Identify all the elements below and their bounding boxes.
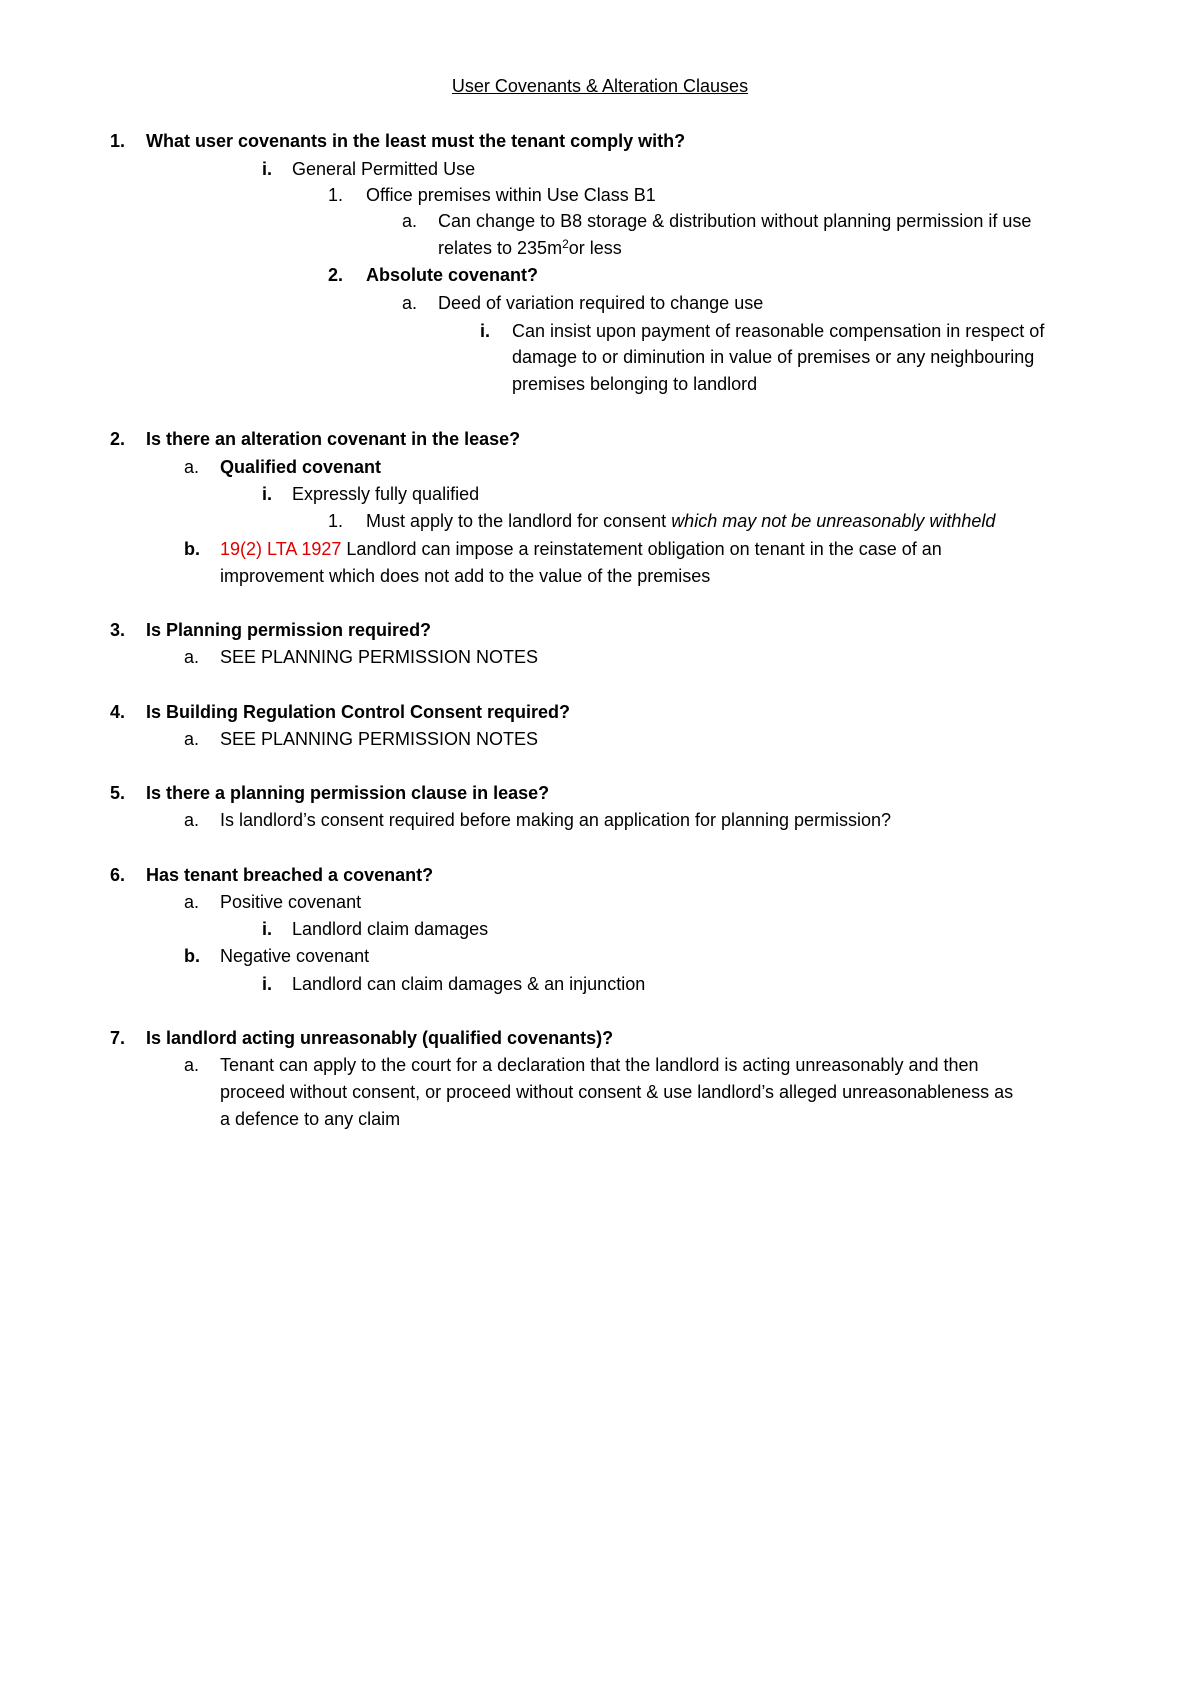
q7-a-marker: a. <box>184 1055 200 1075</box>
document-title: User Covenants & Alteration Clauses <box>451 76 749 96</box>
q1-s1a-text-end: or less <box>568 238 622 258</box>
q1-s2ai-text-line2: damage to or diminution in value of premises or any neighbouring <box>512 347 1035 367</box>
q4-heading: Is Building Regulation Control Consent required? <box>146 702 570 722</box>
q2-b-statute-reference: 19(2) LTA 1927 <box>220 539 342 559</box>
q2-a-marker: a. <box>184 457 200 477</box>
q6-heading: Has tenant breached a covenant? <box>146 865 434 885</box>
q4-a-text: SEE PLANNING PERMISSION NOTES <box>220 729 539 749</box>
q1-number: 1. <box>110 131 126 151</box>
q2-ai-text: Expressly fully qualified <box>292 484 480 504</box>
q2-a-text: Qualified covenant <box>220 457 382 477</box>
q1-s1-text: Office premises within Use Class B1 <box>366 185 656 205</box>
q2-ai1-italic: which may not be unreasonably withheld <box>671 511 996 531</box>
q1-s2a-text: Deed of variation required to change use <box>438 293 764 313</box>
q2-ai1-text <box>366 508 995 535</box>
q7-a-text-line2: proceed without consent, or proceed without consent & use landlord’s alleged unreasonableness as <box>220 1082 1014 1102</box>
q4-number: 4. <box>110 702 126 722</box>
q1-i-text: General Permitted Use <box>292 159 476 179</box>
q4-a-marker: a. <box>184 729 200 749</box>
q1-s2ai-text-line3: premises belonging to landlord <box>512 374 758 394</box>
q1-s1a-superscript: 2 <box>562 237 569 251</box>
q3-a-text: SEE PLANNING PERMISSION NOTES <box>220 647 539 667</box>
q2-b-plain: Landlord can impose a reinstatement obligation on tenant in the case of an <box>341 539 942 559</box>
q6-ai-marker: i. <box>262 919 273 939</box>
q3-number: 3. <box>110 620 126 640</box>
q7-number: 7. <box>110 1028 126 1048</box>
q6-bi-text: Landlord can claim damages & an injunction <box>292 974 646 994</box>
q7-heading: Is landlord acting unreasonably (qualified covenants)? <box>146 1028 614 1048</box>
q2-heading: Is there an alteration covenant in the lease? <box>146 429 521 449</box>
q2-ai1-marker: 1. <box>328 511 344 531</box>
q2-ai-marker: i. <box>262 484 273 504</box>
q1-s1a-marker: a. <box>402 211 418 231</box>
q6-b-text: Negative covenant <box>220 946 370 966</box>
q1-s1a-text-part: relates to 235m <box>438 238 563 258</box>
q1-s1a-text-line2 <box>438 235 622 262</box>
q1-s2-marker: 2. <box>328 265 344 285</box>
q1-heading: What user covenants in the least must the tenant comply with? <box>146 131 686 151</box>
q3-heading: Is Planning permission required? <box>146 620 432 640</box>
q1-i-marker: i. <box>262 159 273 179</box>
q6-bi-marker: i. <box>262 974 273 994</box>
q3-a-marker: a. <box>184 647 200 667</box>
q6-ai-text: Landlord claim damages <box>292 919 489 939</box>
q2-b-marker: b. <box>184 539 200 559</box>
q1-s1-marker: 1. <box>328 185 344 205</box>
q1-s2-text: Absolute covenant? <box>366 265 539 285</box>
q5-number: 5. <box>110 783 126 803</box>
q2-number: 2. <box>110 429 126 449</box>
q1-s2ai-marker: i. <box>480 321 491 341</box>
q1-s2a-marker: a. <box>402 293 418 313</box>
q2-b-text-line1 <box>220 536 942 563</box>
q6-a-text: Positive covenant <box>220 892 362 912</box>
q7-a-text-line3: a defence to any claim <box>220 1109 401 1129</box>
q2-b-text-line2: improvement which does not add to the value of the premises <box>220 566 711 586</box>
q1-s1a-text-line1: Can change to B8 storage & distribution without planning permission if use <box>438 211 1032 231</box>
q5-a-marker: a. <box>184 810 200 830</box>
q7-a-text-line1: Tenant can apply to the court for a declaration that the landlord is acting unreasonably and then <box>220 1055 979 1075</box>
q6-b-marker: b. <box>184 946 200 966</box>
q1-s2ai-text-line1: Can insist upon payment of reasonable compensation in respect of <box>512 321 1045 341</box>
q5-a-text: Is landlord’s consent required before making an application for planning permission? <box>220 810 892 830</box>
q6-a-marker: a. <box>184 892 200 912</box>
q6-number: 6. <box>110 865 126 885</box>
q2-ai1-plain: Must apply to the landlord for consent <box>366 511 672 531</box>
q5-heading: Is there a planning permission clause in lease? <box>146 783 550 803</box>
